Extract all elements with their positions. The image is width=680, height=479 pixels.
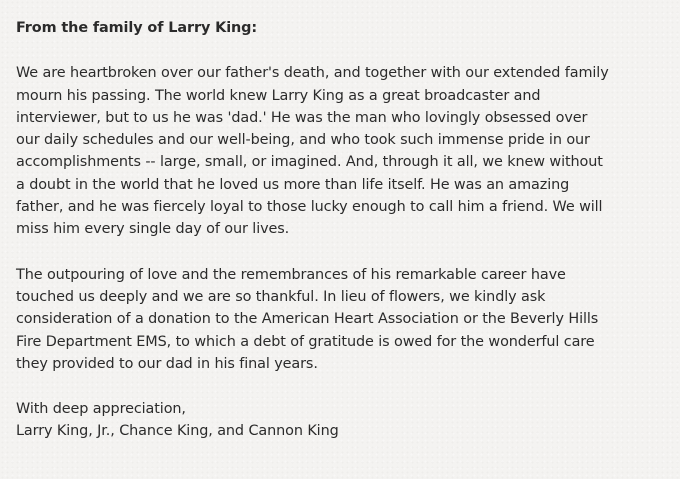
- paragraph-line: a doubt in the world that he loved us more than life itself. He was an amazing: [16, 176, 570, 193]
- paragraph-line: interviewer, but to us he was 'dad.' He was the man who lovingly obsessed over: [16, 109, 588, 126]
- closing-line: With deep appreciation,: [16, 401, 186, 418]
- statement-signoff: [16, 398, 666, 443]
- paragraph-line: We are heartbroken over our father's death, and together with our extended family: [16, 65, 609, 82]
- family-statement: [16, 17, 666, 443]
- paragraph-line: consideration of a donation to the American Heart Association or the Beverly Hills: [16, 311, 599, 328]
- paragraph-line: Fire Department EMS, to which a debt of gratitude is owed for the wonderful care: [16, 333, 595, 350]
- paragraph-line: miss him every single day of our lives.: [16, 221, 290, 238]
- paragraph-line: father, and he was fiercely loyal to those lucky enough to call him a friend. We will: [16, 199, 603, 216]
- statement-heading: From the family of Larry King:: [16, 20, 258, 36]
- signatories-line: Larry King, Jr., Chance King, and Cannon King: [16, 423, 339, 440]
- paragraph-line: accomplishments -- large, small, or imagined. And, through it all, we knew without: [16, 154, 603, 171]
- statement-paragraph-2: [16, 264, 666, 375]
- paragraph-line: touched us deeply and we are so thankful. In lieu of flowers, we kindly ask: [16, 288, 546, 305]
- paragraph-line: mourn his passing. The world knew Larry King as a great broadcaster and: [16, 87, 541, 104]
- paragraph-line: they provided to our dad in his final years.: [16, 355, 318, 372]
- statement-paragraph-1: [16, 62, 666, 240]
- paragraph-line: our daily schedules and our well-being, and who took such immense pride in our: [16, 132, 590, 149]
- paragraph-line: The outpouring of love and the remembrances of his remarkable career have: [16, 266, 566, 283]
